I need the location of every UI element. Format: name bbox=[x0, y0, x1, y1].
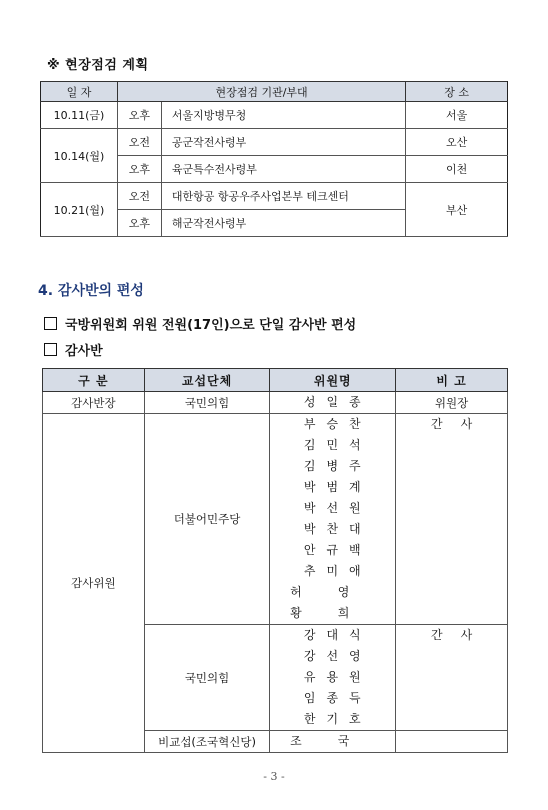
section-title: 4. 감사반의 편성 bbox=[38, 283, 144, 299]
org-cell: 서울지방병무청 bbox=[161, 102, 405, 129]
member-name: 황희 bbox=[290, 606, 386, 620]
header-member: 위원명 bbox=[270, 369, 396, 392]
bullet-text: 국방위원회 위원 전원(17인)으로 단일 감사반 편성 bbox=[65, 318, 357, 333]
note-cell bbox=[396, 414, 508, 625]
header-category: 구 분 bbox=[43, 369, 145, 392]
date-cell: 10.11(금) bbox=[41, 102, 118, 129]
member-name: 임종득 bbox=[303, 691, 372, 705]
org-cell: 공군작전사령부 bbox=[161, 129, 405, 156]
header-party: 교섭단체 bbox=[144, 369, 270, 392]
square-bullet-icon bbox=[44, 343, 57, 356]
member-name: 박범계 bbox=[303, 480, 372, 494]
party-cell: 더불어민주당 bbox=[144, 414, 270, 625]
place-cell: 서울 bbox=[406, 102, 508, 129]
table-row bbox=[41, 129, 508, 156]
place-cell: 부산 bbox=[406, 183, 508, 237]
place-cell: 이천 bbox=[406, 156, 508, 183]
org-cell: 대한항공 항공우주사업본부 테크센터 bbox=[161, 183, 405, 210]
date-cell: 10.14(월) bbox=[41, 129, 118, 183]
role-cell: 감사반장 bbox=[43, 392, 145, 414]
org-cell: 육군특수전사령부 bbox=[161, 156, 405, 183]
member-name: 김민석 bbox=[303, 438, 372, 452]
member-cell bbox=[270, 625, 396, 731]
inspection-plan-table bbox=[40, 81, 508, 237]
time-cell: 오전 bbox=[117, 129, 161, 156]
member-name: 허영 bbox=[290, 585, 386, 599]
table-row bbox=[41, 102, 508, 129]
table-row bbox=[43, 392, 508, 414]
time-cell: 오후 bbox=[117, 156, 161, 183]
member-name: 강선영 bbox=[303, 649, 372, 663]
time-cell: 오후 bbox=[117, 210, 161, 237]
member-name: 김병주 bbox=[303, 459, 372, 473]
header-org: 현장점검 기관/부대 bbox=[117, 82, 405, 102]
page-number: - 3 - bbox=[263, 770, 285, 783]
date-cell: 10.21(월) bbox=[41, 183, 118, 237]
member-name: 추미애 bbox=[303, 564, 372, 578]
party-cell: 국민의힘 bbox=[144, 392, 270, 414]
place-cell: 오산 bbox=[406, 129, 508, 156]
member-name: 한기호 bbox=[303, 712, 372, 726]
table-row bbox=[41, 183, 508, 210]
role-cell: 감사위원 bbox=[43, 414, 145, 753]
member-name: 안규백 bbox=[303, 543, 372, 557]
member-cell bbox=[270, 731, 396, 753]
member-cell bbox=[270, 414, 396, 625]
time-cell: 오전 bbox=[117, 183, 161, 210]
note-text: 간사 bbox=[430, 628, 491, 642]
member-name: 강대식 bbox=[303, 628, 372, 642]
table-row bbox=[43, 414, 508, 625]
party-cell: 국민의힘 bbox=[144, 625, 270, 731]
header-place: 장 소 bbox=[406, 82, 508, 102]
bullet-composition bbox=[44, 314, 356, 333]
member-cell bbox=[270, 392, 396, 414]
member-name: 부승찬 bbox=[303, 417, 372, 431]
member-name: 박찬대 bbox=[303, 522, 372, 536]
square-bullet-icon bbox=[44, 317, 57, 330]
member-name: 박선원 bbox=[303, 501, 372, 515]
member-name: 조국 bbox=[290, 734, 386, 748]
member-name: 성일종 bbox=[303, 395, 372, 409]
header-note: 비 고 bbox=[396, 369, 508, 392]
header-date: 일 자 bbox=[41, 82, 118, 102]
note-cell bbox=[396, 625, 508, 731]
bullet-team bbox=[44, 340, 103, 359]
audit-team-table bbox=[42, 368, 508, 753]
plan-title: ※ 현장점검 계획 bbox=[47, 58, 149, 73]
org-cell: 해군작전사령부 bbox=[161, 210, 405, 237]
bullet-text: 감사반 bbox=[65, 344, 103, 359]
note-cell bbox=[396, 731, 508, 753]
time-cell: 오후 bbox=[117, 102, 161, 129]
member-name: 유용원 bbox=[303, 670, 372, 684]
note-text: 간사 bbox=[430, 417, 491, 431]
note-cell: 위원장 bbox=[396, 392, 508, 414]
party-cell: 비교섭(조국혁신당) bbox=[144, 731, 270, 753]
